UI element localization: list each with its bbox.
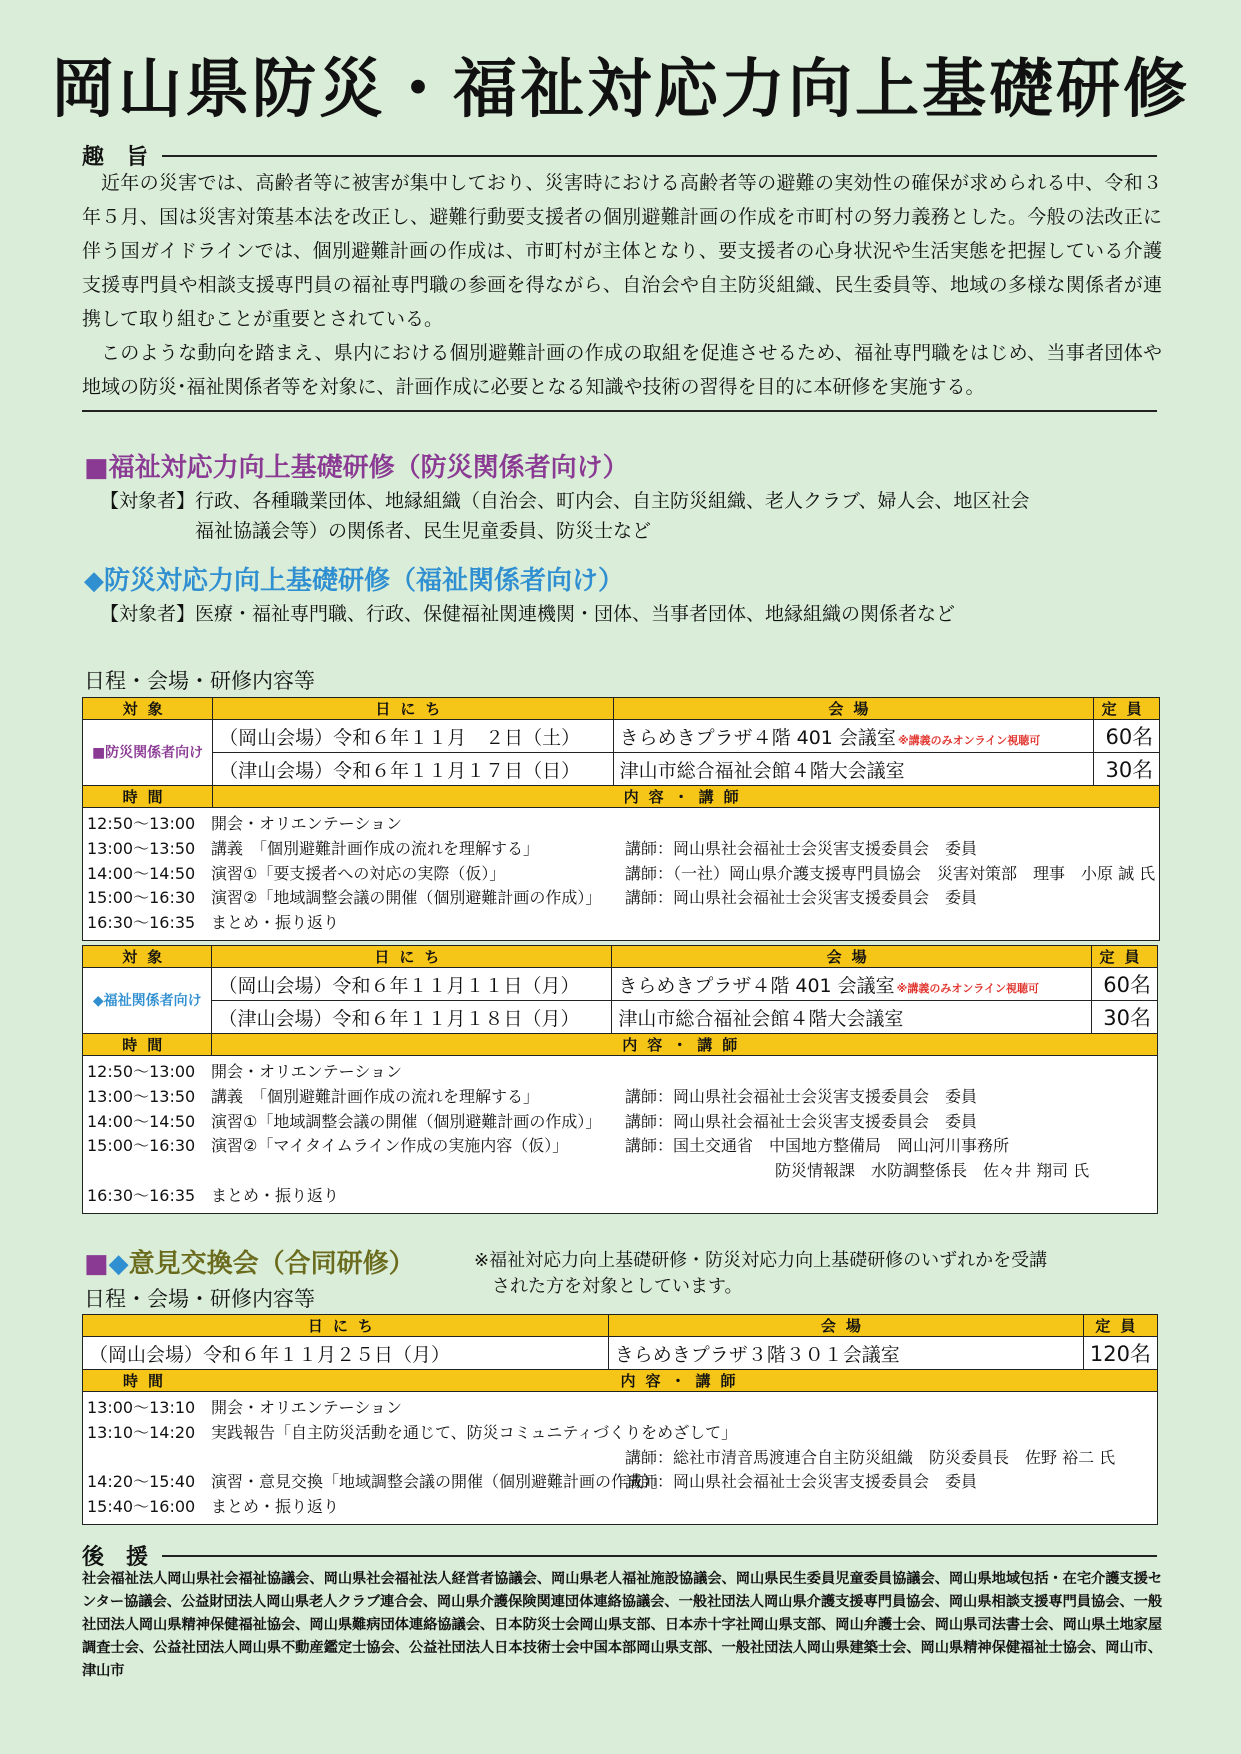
table-row [83, 753, 1160, 786]
venue-name: 津山市総合福祉会館４階大会議室 [619, 759, 905, 782]
exchange-mark-square: ■ [84, 1249, 109, 1279]
header-date: 日にち [213, 698, 613, 720]
session-capacity: 120名 [1083, 1337, 1157, 1370]
table-row [83, 968, 1158, 1001]
header-content: 内容・講師 [213, 786, 1160, 808]
program-item [87, 1396, 1153, 1421]
online-note: ※講義のみオンライン視聴可 [897, 733, 1041, 747]
target-cell: ◆福祉関係者向け [83, 968, 212, 1034]
program-time: 13:00～13:50 [87, 838, 196, 858]
header-target: 対象 [83, 698, 213, 720]
header-date: 日にち [83, 1315, 609, 1337]
program-time: 15:00～16:30 [87, 888, 196, 908]
program-content: 開会・オリエンテーション [211, 1062, 403, 1081]
session-date: （岡山会場）令和６年１１月 ２日（土） [213, 720, 613, 753]
header-target: 対象 [83, 946, 212, 968]
target-label: 【対象者】 [100, 490, 196, 512]
program-content: 演習②「地域調整会議の開催（個別避難計画の作成）」 [211, 888, 602, 908]
header-time: 時間 [122, 1372, 173, 1390]
session-capacity: 60名 [1092, 968, 1158, 1001]
venue-name: きらめきプラザ４階 401 会議室 [618, 974, 895, 997]
program-item [87, 1085, 1153, 1110]
program-time: 13:10～14:20 [87, 1422, 196, 1442]
session-venue [613, 720, 1094, 753]
program-cell [83, 808, 1160, 941]
program-content: まとめ・振り返り [211, 1185, 340, 1205]
header-time-content [83, 1370, 1158, 1392]
program-time [87, 1446, 211, 1471]
program-lecturer: 講師：岡山県社会福祉士会災害支援委員会 委員 [625, 1086, 978, 1106]
session-capacity: 30名 [1092, 1001, 1158, 1034]
course-title-disaster: ■福祉対応力向上基礎研修（防災関係者向け） [84, 453, 629, 483]
target-line: 医療・福祉専門職、行政、保健福祉関連機関・団体、当事者団体、地縁組織の関係者など [195, 603, 956, 625]
purpose-paragraph-2: このような動向を踏まえ、県内における個別避難計画の作成の取組を促進させるため、福祉専門職をはじめ、当事者団体や地域の防災･福祉関係者等を対象に、計画作成に必要となる知識や技術の習得を目的に本研修を実施する。 [82, 342, 1162, 398]
program-row [83, 808, 1160, 941]
program-time: 16:30～16:35 [87, 913, 196, 933]
program-time: 15:00～16:30 [87, 1136, 196, 1156]
program-time: 13:00～13:10 [87, 1398, 196, 1417]
program-item [87, 1060, 1153, 1085]
header-time: 時間 [83, 786, 213, 808]
header-venue: 会場 [612, 946, 1092, 968]
exchange-title [84, 1243, 415, 1280]
program-lecturer: 講師：（一社）岡山県介護支援専門員協会 災害対策部 理事 小原 誠 氏 [625, 863, 1156, 883]
program-time: 14:20～15:40 [87, 1472, 196, 1492]
session-date: （津山会場）令和６年１１月１８日（月） [212, 1001, 612, 1034]
sponsors-heading-rule [162, 1555, 1157, 1557]
program-item [87, 911, 1155, 936]
exchange-title-text: 意見交換会（合同研修） [128, 1249, 415, 1279]
program-lecturer [625, 812, 1155, 837]
program-time: 14:00～14:50 [87, 1111, 196, 1131]
program-lecturer: 講師：総社市清音馬渡連合自主防災組織 防災委員長 佐野 裕二 氏 [625, 1447, 1116, 1467]
header-capacity: 定員 [1094, 698, 1160, 720]
program-content: 講義 「個別避難計画作成の流れを理解する」 [211, 1086, 540, 1106]
program-content: 演習②「マイタイムライン作成の実施内容（仮）」 [211, 1136, 569, 1156]
program-item [87, 1421, 1153, 1446]
target-line: 行政、各種職業団体、地縁組織（自治会、町内会、自主防災組織、老人クラブ、婦人会、地区社会 [195, 490, 1030, 512]
program-lecturer: 防災情報課 水防調整係長 佐々井 翔司 氏 [775, 1161, 1090, 1181]
program-item [87, 1134, 1153, 1159]
header-content: 内容・講師 [212, 1034, 1158, 1056]
schedule-table-disaster [82, 697, 1160, 941]
online-note: ※講義のみオンライン視聴可 [896, 981, 1040, 995]
table-header-row [83, 946, 1158, 968]
program-content: まとめ・振り返り [211, 1497, 340, 1517]
program-lecturer: 講師：岡山県社会福祉士会災害支援委員会 委員 [625, 1111, 978, 1131]
program-time: 14:00～14:50 [87, 863, 196, 883]
sponsors-text: 社会福祉法人岡山県社会福祉協議会、岡山県社会福祉法人経営者協議会、岡山県老人福祉施設協議会、岡山県民生委員児童委員協議会、岡山県地域包括・在宅介護支援センター協議会、公益財団法人岡山県老人クラブ連合会、岡山県介護保険関連団体連絡協議会、一般社団法人岡山県介護支援専門員協会、岡山県相談支援専門員協会、一般社団法人岡山県精神保健福祉協会、岡山県難病団体連絡協議会、日本防災士会岡山県支部、日本赤十字社岡山県支部、岡山弁護士会、岡山県司法書士会、岡山県土地家屋調査士会、公益社団法人岡山県不動産鑑定士協会、公益社団法人日本技術士会中国本部岡山県支部、一般社団法人岡山県建築士会、岡山県精神保健福祉士協会、岡山市、津山市 [82, 1571, 1162, 1679]
program-content [211, 1159, 625, 1184]
course-target-disaster [100, 486, 1160, 546]
program-lecturer [625, 1184, 1153, 1209]
program-cell [83, 1392, 1158, 1525]
purpose-text [82, 166, 1162, 404]
program-item [87, 837, 1155, 862]
header-date: 日にち [212, 946, 612, 968]
schedule-heading: 日程・会場・研修内容等 [84, 669, 315, 693]
header-capacity: 定員 [1092, 946, 1158, 968]
exchange-schedule-heading: 日程・会場・研修内容等 [84, 1287, 315, 1311]
table-header-row [83, 1370, 1158, 1392]
program-item [87, 1495, 1153, 1520]
target-line: 福祉協議会等）の関係者、民生児童委員、防災士など [195, 520, 652, 542]
exchange-mark-diamond: ◆ [108, 1249, 129, 1279]
program-lecturer: 講師：国土交通省 中国地方整備局 岡山河川事務所 [625, 1136, 1010, 1156]
header-time: 時間 [83, 1034, 212, 1056]
session-date: （岡山会場）令和６年１１月２５日（月） [83, 1337, 609, 1370]
session-venue [612, 1001, 1092, 1034]
table-header-row [83, 698, 1160, 720]
header-capacity: 定員 [1083, 1315, 1157, 1337]
table-header-row [83, 1034, 1158, 1056]
purpose-heading-rule [162, 155, 1157, 157]
table-header-row [83, 786, 1160, 808]
program-content: 演習①「地域調整会議の開催（個別避難計画の作成）」 [211, 1111, 602, 1131]
program-time [87, 1159, 211, 1184]
session-venue [613, 753, 1094, 786]
header-venue: 会場 [608, 1315, 1083, 1337]
program-item [87, 862, 1155, 887]
session-capacity: 30名 [1094, 753, 1160, 786]
program-content: 開会・オリエンテーション [211, 1398, 403, 1417]
program-lecturer [625, 911, 1155, 936]
program-item [87, 1470, 1153, 1495]
header-content: 内容・講師 [620, 1372, 746, 1390]
program-lecturer [625, 1060, 1153, 1085]
target-cell: ■防災関係者向け [83, 720, 213, 786]
program-item [87, 812, 1155, 837]
program-time: 13:00～13:50 [87, 1086, 196, 1106]
program-item [87, 1159, 1153, 1184]
program-lecturer [625, 1396, 1153, 1421]
page-title: 岡山県防災・福祉対応力向上基礎研修 [51, 53, 1190, 127]
program-time: 12:50～13:00 [87, 814, 196, 833]
program-row [83, 1392, 1158, 1525]
session-capacity: 60名 [1094, 720, 1160, 753]
section-divider [82, 410, 1157, 412]
venue-name: きらめきプラザ４階 401 会議室 [619, 726, 896, 749]
program-item [87, 886, 1155, 911]
sponsors-heading-label: 後 援 [82, 1545, 149, 1570]
table-row [83, 1001, 1158, 1034]
program-lecturer: 講師：岡山県社会福祉士会災害支援委員会 委員 [625, 888, 978, 908]
purpose-heading-label: 趣 旨 [82, 145, 149, 170]
program-content: 講義 「個別避難計画作成の流れを理解する」 [211, 838, 540, 858]
sponsors-heading [82, 1540, 1157, 1571]
program-content: 実践報告「自主防災活動を通じて、防災コミュニティづくりをめざして」 [211, 1422, 738, 1442]
session-venue: きらめきプラザ３階３０１会議室 [608, 1337, 1083, 1370]
program-content: 開会・オリエンテーション [211, 814, 403, 833]
venue-name: 津山市総合福祉会館４階大会議室 [618, 1007, 904, 1030]
exchange-note-line: ※福祉対応力向上基礎研修・防災対応力向上基礎研修のいずれかを受講 [474, 1250, 1048, 1271]
program-item [87, 1110, 1153, 1135]
program-lecturer: 講師：岡山県社会福祉士会災害支援委員会 委員 [625, 838, 978, 858]
program-item [87, 1446, 1153, 1471]
program-content [211, 1446, 625, 1471]
session-date: （津山会場）令和６年１１月１７日（日） [213, 753, 613, 786]
program-time: 16:30～16:35 [87, 1185, 196, 1205]
program-content: 演習①「要支援者への対応の実際（仮）」 [211, 863, 506, 883]
program-row [83, 1056, 1158, 1214]
program-content: まとめ・振り返り [211, 913, 340, 933]
program-cell [83, 1056, 1158, 1214]
schedule-table-exchange [82, 1314, 1158, 1525]
course-title-welfare: ◆防災対応力向上基礎研修（福祉関係者向け） [84, 566, 624, 596]
exchange-note-line: された方を対象としています。 [492, 1276, 743, 1297]
program-time: 12:50～13:00 [87, 1062, 196, 1081]
schedule-table-welfare [82, 945, 1158, 1214]
target-label: 【対象者】 [100, 603, 196, 625]
exchange-note [474, 1248, 1164, 1300]
program-lecturer: 講師：岡山県社会福祉士会災害支援委員会 委員 [625, 1472, 978, 1492]
session-venue [612, 968, 1092, 1001]
purpose-paragraph-1: 近年の災害では、高齢者等に被害が集中しており、災害時における高齢者等の避難の実効性の確保が求められる中、令和３年５月、国は災害対策基本法を改正し、避難行動要支援者の個別避難計画の作成を市町村の努力義務とした。今般の法改正に伴う国ガイドラインでは、個別避難計画の作成は、市町村が主体となり、要支援者の心身状況や生活実態を把握している介護支援専門員や相談支援専門員の福祉専門職の参画を得ながら、自治会や自主防災組織、民生委員等、地域の多様な関係者が連携して取り組むことが重要とされている。 [82, 172, 1162, 330]
table-header-row [83, 1315, 1158, 1337]
program-time: 15:40～16:00 [87, 1497, 196, 1517]
course-target-welfare [100, 599, 1160, 629]
program-lecturer [625, 1495, 1153, 1520]
program-content: 演習・意見交換「地域調整会議の開催（個別避難計画の作成）」 [211, 1472, 668, 1492]
program-item [87, 1184, 1153, 1209]
session-date: （岡山会場）令和６年１１月１１日（月） [212, 968, 612, 1001]
table-row [83, 720, 1160, 753]
header-venue: 会場 [613, 698, 1094, 720]
table-row [83, 1337, 1158, 1370]
